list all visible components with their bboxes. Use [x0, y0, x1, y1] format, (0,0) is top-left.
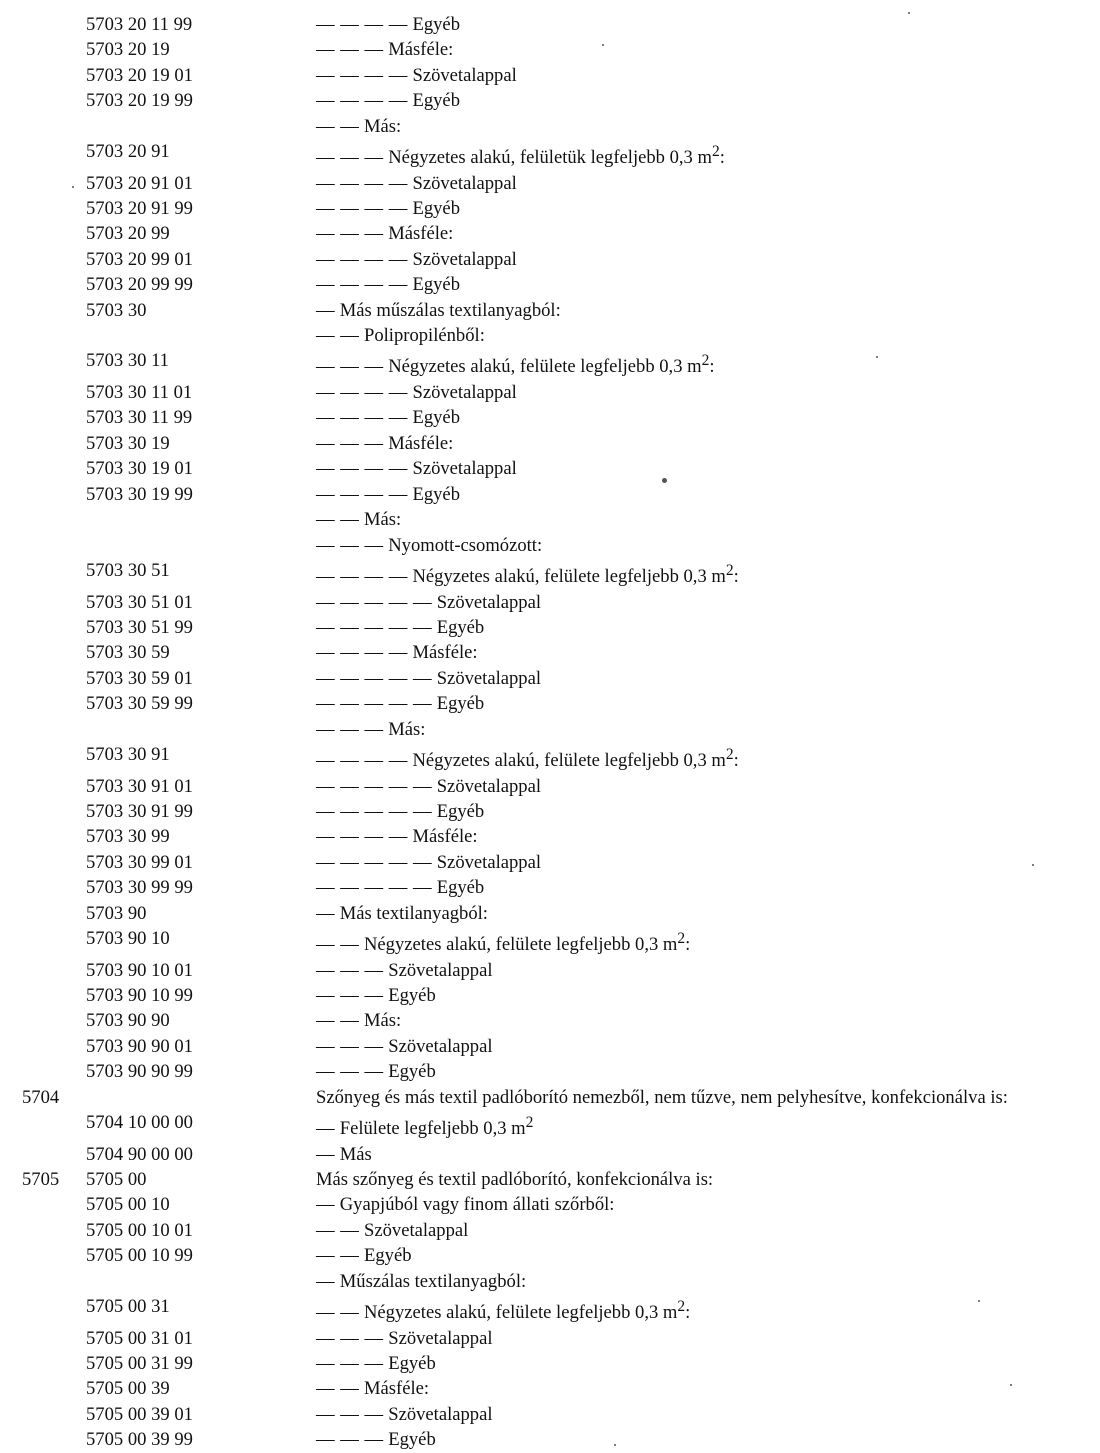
description [316, 196, 1064, 221]
description [316, 323, 1064, 348]
table-row [0, 1243, 1100, 1268]
description-text: Szövetalappal [412, 382, 517, 404]
table-row [0, 37, 1100, 62]
description-text: Más műszálas textilanyagból: [339, 299, 561, 321]
table-row [0, 323, 1100, 348]
trailing-punctuation: : [719, 147, 725, 169]
description-text: Másféle: [412, 642, 478, 664]
table-row [0, 1142, 1100, 1167]
tariff-code: 5703 30 51 01 [86, 591, 193, 613]
description-text: Egyéb [412, 274, 460, 296]
description [316, 615, 1064, 640]
scan-speck [72, 186, 74, 188]
heading-number: 5705 [22, 1169, 60, 1190]
description [316, 380, 1064, 405]
description-text: Műszálas textilanyagból: [339, 1270, 527, 1292]
superscript: 2 [677, 1298, 686, 1316]
scan-speck [614, 1444, 616, 1446]
description-text: Egyéb [436, 693, 485, 715]
description [316, 1110, 1064, 1142]
tariff-code: 5703 30 91 [86, 743, 170, 765]
description [316, 298, 1064, 323]
tariff-code: 5705 00 39 01 [86, 1403, 193, 1425]
indent-dashes: — — — [316, 1035, 384, 1057]
indent-dashes: — — — [316, 718, 384, 740]
table-row [0, 88, 1100, 113]
description [316, 1326, 1064, 1351]
description [316, 666, 1064, 691]
indent-dashes: — — — — [316, 826, 408, 848]
indent-dashes: — — — [316, 432, 384, 454]
tariff-code: 5705 00 10 [86, 1194, 170, 1216]
description [316, 37, 1064, 62]
scan-speck [908, 12, 910, 14]
indent-dashes: — — [316, 1219, 360, 1241]
description-text: Szövetalappal [436, 851, 542, 873]
table-row [0, 431, 1100, 456]
tariff-code: 5703 90 90 99 [86, 1061, 193, 1083]
description-text: Egyéb [388, 1061, 436, 1083]
tariff-code: 5703 30 91 01 [86, 775, 193, 797]
table-row [0, 348, 1100, 380]
tariff-code: 5703 90 10 [86, 927, 170, 949]
description [316, 1376, 1064, 1401]
table-row [0, 139, 1100, 171]
indent-dashes: — — [316, 1302, 360, 1324]
table-row [0, 1427, 1100, 1452]
indent-dashes: — — — [316, 1429, 384, 1451]
description-text: Gyapjúból vagy finom állati szőrből: [339, 1194, 615, 1216]
description [316, 88, 1064, 113]
heading-number: 5704 [22, 1086, 60, 1108]
indent-dashes: — — [316, 1245, 360, 1267]
description [316, 742, 1064, 774]
description [316, 431, 1064, 456]
description [316, 482, 1064, 507]
indent-dashes: — — — — [316, 172, 408, 194]
description-text: Szövetalappal [412, 458, 517, 480]
tariff-code: 5705 00 39 [86, 1378, 170, 1400]
tariff-code: 5705 00 31 [86, 1296, 170, 1318]
indent-dashes: — — — — [316, 566, 408, 588]
table-row [0, 774, 1100, 799]
tariff-code: 5704 90 00 00 [86, 1143, 193, 1165]
description [316, 456, 1064, 481]
trailing-punctuation: : [709, 356, 715, 378]
description-text: Szövetalappal [388, 1403, 493, 1425]
indent-dashes: — — — — [316, 382, 408, 404]
description [316, 717, 1064, 742]
indent-dashes: — — [316, 115, 360, 137]
description-text: Egyéb [436, 616, 485, 638]
table-row [0, 12, 1100, 37]
superscript: 2 [711, 143, 720, 161]
description-text: Négyzetes alakú, felülete legfeljebb 0,3 m [364, 1302, 678, 1324]
tariff-code: 5703 30 59 99 [86, 693, 193, 715]
indent-dashes: — — [316, 934, 360, 956]
description [316, 348, 1064, 380]
description [316, 691, 1064, 716]
description-text: Másféle: [388, 432, 454, 454]
trailing-punctuation: : [685, 1302, 691, 1324]
indent-dashes: — — — — — [316, 775, 433, 797]
description-text: Egyéb [412, 483, 460, 505]
tariff-code: 5703 20 19 01 [86, 64, 193, 86]
indent-dashes: — — — [316, 1061, 384, 1083]
table-row [0, 1402, 1100, 1427]
tariff-code: 5705 00 39 99 [86, 1429, 193, 1451]
description [316, 958, 1064, 983]
description [316, 1294, 1064, 1326]
description [316, 1008, 1064, 1033]
description-text: Másféle: [388, 39, 454, 61]
table-row [0, 196, 1100, 221]
description [316, 799, 1064, 824]
tariff-code: 5704 10 00 00 [86, 1112, 193, 1133]
indent-dashes: — — — — — [316, 877, 433, 899]
table-row [0, 221, 1100, 246]
description-text: Egyéb [436, 877, 485, 899]
table-row [0, 875, 1100, 900]
superscript: 2 [725, 561, 734, 579]
tariff-code: 5703 30 19 99 [86, 483, 193, 505]
description [316, 507, 1064, 532]
description [316, 1351, 1064, 1376]
description [316, 1059, 1064, 1084]
table-row [0, 742, 1100, 774]
indent-dashes: — — [316, 509, 360, 531]
description [316, 114, 1064, 139]
description-text: Polipropilénből: [364, 325, 485, 347]
description-text: Más [339, 1143, 372, 1165]
description-text: Négyzetes alakú, felületük legfeljebb 0,3 m [388, 147, 712, 169]
scan-speck [978, 1300, 980, 1302]
description-text: Más: [364, 1010, 402, 1032]
description-text: Négyzetes alakú, felülete legfeljebb 0,3 m [388, 356, 702, 378]
description-text: Felülete legfeljebb 0,3 m [339, 1118, 526, 1140]
tariff-code: 5703 30 11 99 [86, 407, 193, 429]
indent-dashes: — [316, 299, 336, 321]
description [316, 405, 1064, 430]
description [316, 1085, 1064, 1110]
table-row [0, 1085, 1100, 1110]
indent-dashes: — [316, 1194, 336, 1216]
tariff-code: 5703 30 99 [86, 826, 170, 848]
indent-dashes: — — — — [316, 90, 408, 112]
superscript: 2 [701, 352, 710, 370]
table-row [0, 1059, 1100, 1084]
description-text: Szőnyeg és más textil padlóborító nemezből, nem tűzve, nem pelyhesítve, konfekcionálva is: [316, 1086, 1008, 1108]
table-row [0, 507, 1100, 532]
tariff-code: 5703 20 19 [86, 39, 170, 61]
description-text: Más szőnyeg és textil padlóborító, konfekcionálva is: [316, 1169, 714, 1190]
trailing-punctuation: : [733, 750, 739, 772]
indent-dashes: — — — [316, 1353, 384, 1375]
description [316, 901, 1064, 926]
table-row [0, 171, 1100, 196]
tariff-code: 5705 00 31 99 [86, 1353, 193, 1375]
description-text: Szövetalappal [388, 959, 493, 981]
tariff-code: 5703 90 90 01 [86, 1035, 193, 1057]
indent-dashes: — — — — [316, 483, 408, 505]
description [316, 63, 1064, 88]
description [316, 1167, 1064, 1192]
tariff-code: 5703 30 99 01 [86, 851, 193, 873]
tariff-code: 5703 20 11 99 [86, 14, 193, 35]
trailing-punctuation: : [733, 566, 739, 588]
table-row [0, 1269, 1100, 1294]
table-row [0, 456, 1100, 481]
tariff-code: 5703 90 10 99 [86, 984, 193, 1006]
description-text: Egyéb [436, 800, 485, 822]
table-row [0, 533, 1100, 558]
tariff-code: 5703 20 19 99 [86, 90, 193, 112]
tariff-code: 5703 30 11 01 [86, 382, 193, 404]
table-row [0, 1167, 1100, 1192]
table-row [0, 1376, 1100, 1401]
description-text: Szövetalappal [436, 775, 542, 797]
table-row [0, 1110, 1100, 1142]
trailing-punctuation: : [685, 934, 691, 956]
table-row [0, 272, 1100, 297]
indent-dashes: — — — [316, 959, 384, 981]
description-text: Egyéb [388, 1429, 436, 1451]
indent-dashes: — — — [316, 39, 384, 61]
description [316, 558, 1064, 590]
tariff-code: 5703 90 10 01 [86, 959, 193, 981]
tariff-code: 5703 30 19 01 [86, 458, 193, 480]
tariff-code: 5703 20 99 [86, 223, 170, 245]
table-row [0, 558, 1100, 590]
indent-dashes: — — — [316, 1403, 384, 1425]
description-text: Egyéb [412, 14, 460, 35]
tariff-code: 5703 30 99 99 [86, 877, 193, 899]
description-text: Szövetalappal [436, 667, 542, 689]
description-text: Másféle: [388, 223, 454, 245]
scan-speck [1032, 864, 1034, 866]
tariff-code: 5703 20 99 99 [86, 274, 193, 296]
table-row [0, 958, 1100, 983]
tariff-code: 5703 30 51 [86, 559, 170, 581]
tariff-code: 5703 20 99 01 [86, 248, 193, 270]
description [316, 1192, 1064, 1217]
description [316, 221, 1064, 246]
description-text: Másféle: [412, 826, 478, 848]
superscript: 2 [677, 929, 686, 947]
superscript: 2 [525, 1114, 534, 1131]
table-row [0, 850, 1100, 875]
description-text: Más: [388, 718, 426, 740]
tariff-code: 5703 20 91 [86, 141, 170, 163]
table-row [0, 640, 1100, 665]
description-text: Másféle: [364, 1378, 430, 1400]
description-text: Egyéb [388, 984, 436, 1006]
indent-dashes: — — [316, 1010, 360, 1032]
table-row [0, 1008, 1100, 1033]
tariff-code: 5705 00 31 01 [86, 1327, 193, 1349]
description [316, 1142, 1064, 1167]
table-row [0, 666, 1100, 691]
indent-dashes: — — — [316, 223, 384, 245]
indent-dashes: — — — — [316, 407, 408, 429]
indent-dashes: — — — — — [316, 851, 433, 873]
indent-dashes: — [316, 1118, 336, 1140]
description-text: Szövetalappal [412, 172, 517, 194]
description [316, 1427, 1064, 1452]
table-row [0, 247, 1100, 272]
indent-dashes: — — — [316, 534, 384, 556]
description [316, 139, 1064, 171]
indent-dashes: — — — — — [316, 693, 433, 715]
description [316, 272, 1064, 297]
indent-dashes: — — — [316, 147, 384, 169]
description [316, 247, 1064, 272]
table-row [0, 1351, 1100, 1376]
tariff-code: 5703 30 51 99 [86, 616, 193, 638]
table-row [0, 615, 1100, 640]
tariff-code: 5705 00 10 99 [86, 1245, 193, 1267]
description [316, 983, 1064, 1008]
description-text: Egyéb [412, 198, 460, 220]
description-text: Négyzetes alakú, felülete legfeljebb 0,3 m [412, 750, 726, 772]
description [316, 1034, 1064, 1059]
indent-dashes: — — — — — [316, 667, 433, 689]
description [316, 774, 1064, 799]
table-row [0, 482, 1100, 507]
indent-dashes: — — — — [316, 750, 408, 772]
table-row [0, 590, 1100, 615]
table-row [0, 380, 1100, 405]
table-row [0, 1326, 1100, 1351]
description-text: Egyéb [364, 1245, 412, 1267]
indent-dashes: — [316, 1270, 336, 1292]
description [316, 171, 1064, 196]
table-row [0, 824, 1100, 849]
tariff-code: 5703 30 91 99 [86, 800, 193, 822]
description-text: Szövetalappal [388, 1035, 493, 1057]
table-row [0, 1218, 1100, 1243]
tariff-code: 5703 30 19 [86, 432, 170, 454]
table-row [0, 691, 1100, 716]
table-row [0, 901, 1100, 926]
indent-dashes: — — — [316, 356, 384, 378]
indent-dashes: — — — — — [316, 591, 433, 613]
indent-dashes: — — — — [316, 198, 408, 220]
description [316, 1402, 1064, 1427]
indent-dashes: — — — — [316, 274, 408, 296]
table-row [0, 63, 1100, 88]
indent-dashes: — — [316, 1378, 360, 1400]
description-text: Szövetalappal [412, 64, 517, 86]
tariff-code: 5705 00 [86, 1169, 147, 1190]
description [316, 850, 1064, 875]
scan-speck [1010, 1384, 1012, 1386]
description-text: Más textilanyagból: [339, 902, 488, 924]
description-text: Nyomott-csomózott: [388, 534, 543, 556]
indent-dashes: — — — — — [316, 800, 433, 822]
tariff-code: 5703 90 90 [86, 1010, 170, 1032]
description [316, 1269, 1064, 1294]
tariff-table [0, 12, 1100, 1453]
description-text: Egyéb [388, 1353, 436, 1375]
description-text: Szövetalappal [388, 1327, 493, 1349]
indent-dashes: — — [316, 325, 360, 347]
table-row [0, 717, 1100, 742]
table-row [0, 983, 1100, 1008]
description-text: Szövetalappal [364, 1219, 469, 1241]
description-text: Négyzetes alakú, felülete legfeljebb 0,3 m [412, 566, 726, 588]
tariff-code: 5703 30 [86, 299, 147, 321]
description-text: Szövetalappal [436, 591, 542, 613]
tariff-code: 5703 90 [86, 902, 147, 924]
table-row [0, 1192, 1100, 1217]
indent-dashes: — [316, 902, 336, 924]
description-text: Egyéb [412, 90, 460, 112]
description-text: Egyéb [412, 407, 460, 429]
indent-dashes: — — — — [316, 64, 408, 86]
table-row [0, 926, 1100, 958]
tariff-code: 5703 20 91 99 [86, 198, 193, 220]
tariff-code: 5703 30 11 [86, 350, 169, 372]
table-row [0, 1034, 1100, 1059]
indent-dashes: — [316, 1143, 336, 1165]
indent-dashes: — — — — — [316, 616, 433, 638]
description [316, 533, 1064, 558]
indent-dashes: — — — — [316, 248, 408, 270]
table-row [0, 799, 1100, 824]
indent-dashes: — — — — [316, 458, 408, 480]
superscript: 2 [725, 745, 734, 763]
table-row [0, 405, 1100, 430]
scan-speck [662, 478, 667, 483]
scan-speck [602, 44, 604, 46]
description [316, 1243, 1064, 1268]
description [316, 926, 1064, 958]
tariff-code: 5703 30 59 01 [86, 667, 193, 689]
table-row [0, 1294, 1100, 1326]
indent-dashes: — — — [316, 1327, 384, 1349]
description [316, 590, 1064, 615]
indent-dashes: — — — [316, 984, 384, 1006]
description [316, 12, 1064, 37]
description-text: Más: [364, 509, 402, 531]
tariff-code: 5703 20 91 01 [86, 172, 193, 194]
table-row [0, 298, 1100, 323]
description [316, 1218, 1064, 1243]
tariff-code: 5703 30 59 [86, 642, 170, 664]
description [316, 640, 1064, 665]
description [316, 824, 1064, 849]
indent-dashes: — — — — [316, 14, 408, 35]
scan-speck [876, 356, 878, 358]
description-text: Más: [364, 115, 402, 137]
tariff-code: 5705 00 10 01 [86, 1219, 193, 1241]
description-text: Szövetalappal [412, 248, 517, 270]
indent-dashes: — — — — [316, 642, 408, 664]
description [316, 875, 1064, 900]
description-text: Négyzetes alakú, felülete legfeljebb 0,3 m [364, 934, 678, 956]
table-row [0, 114, 1100, 139]
